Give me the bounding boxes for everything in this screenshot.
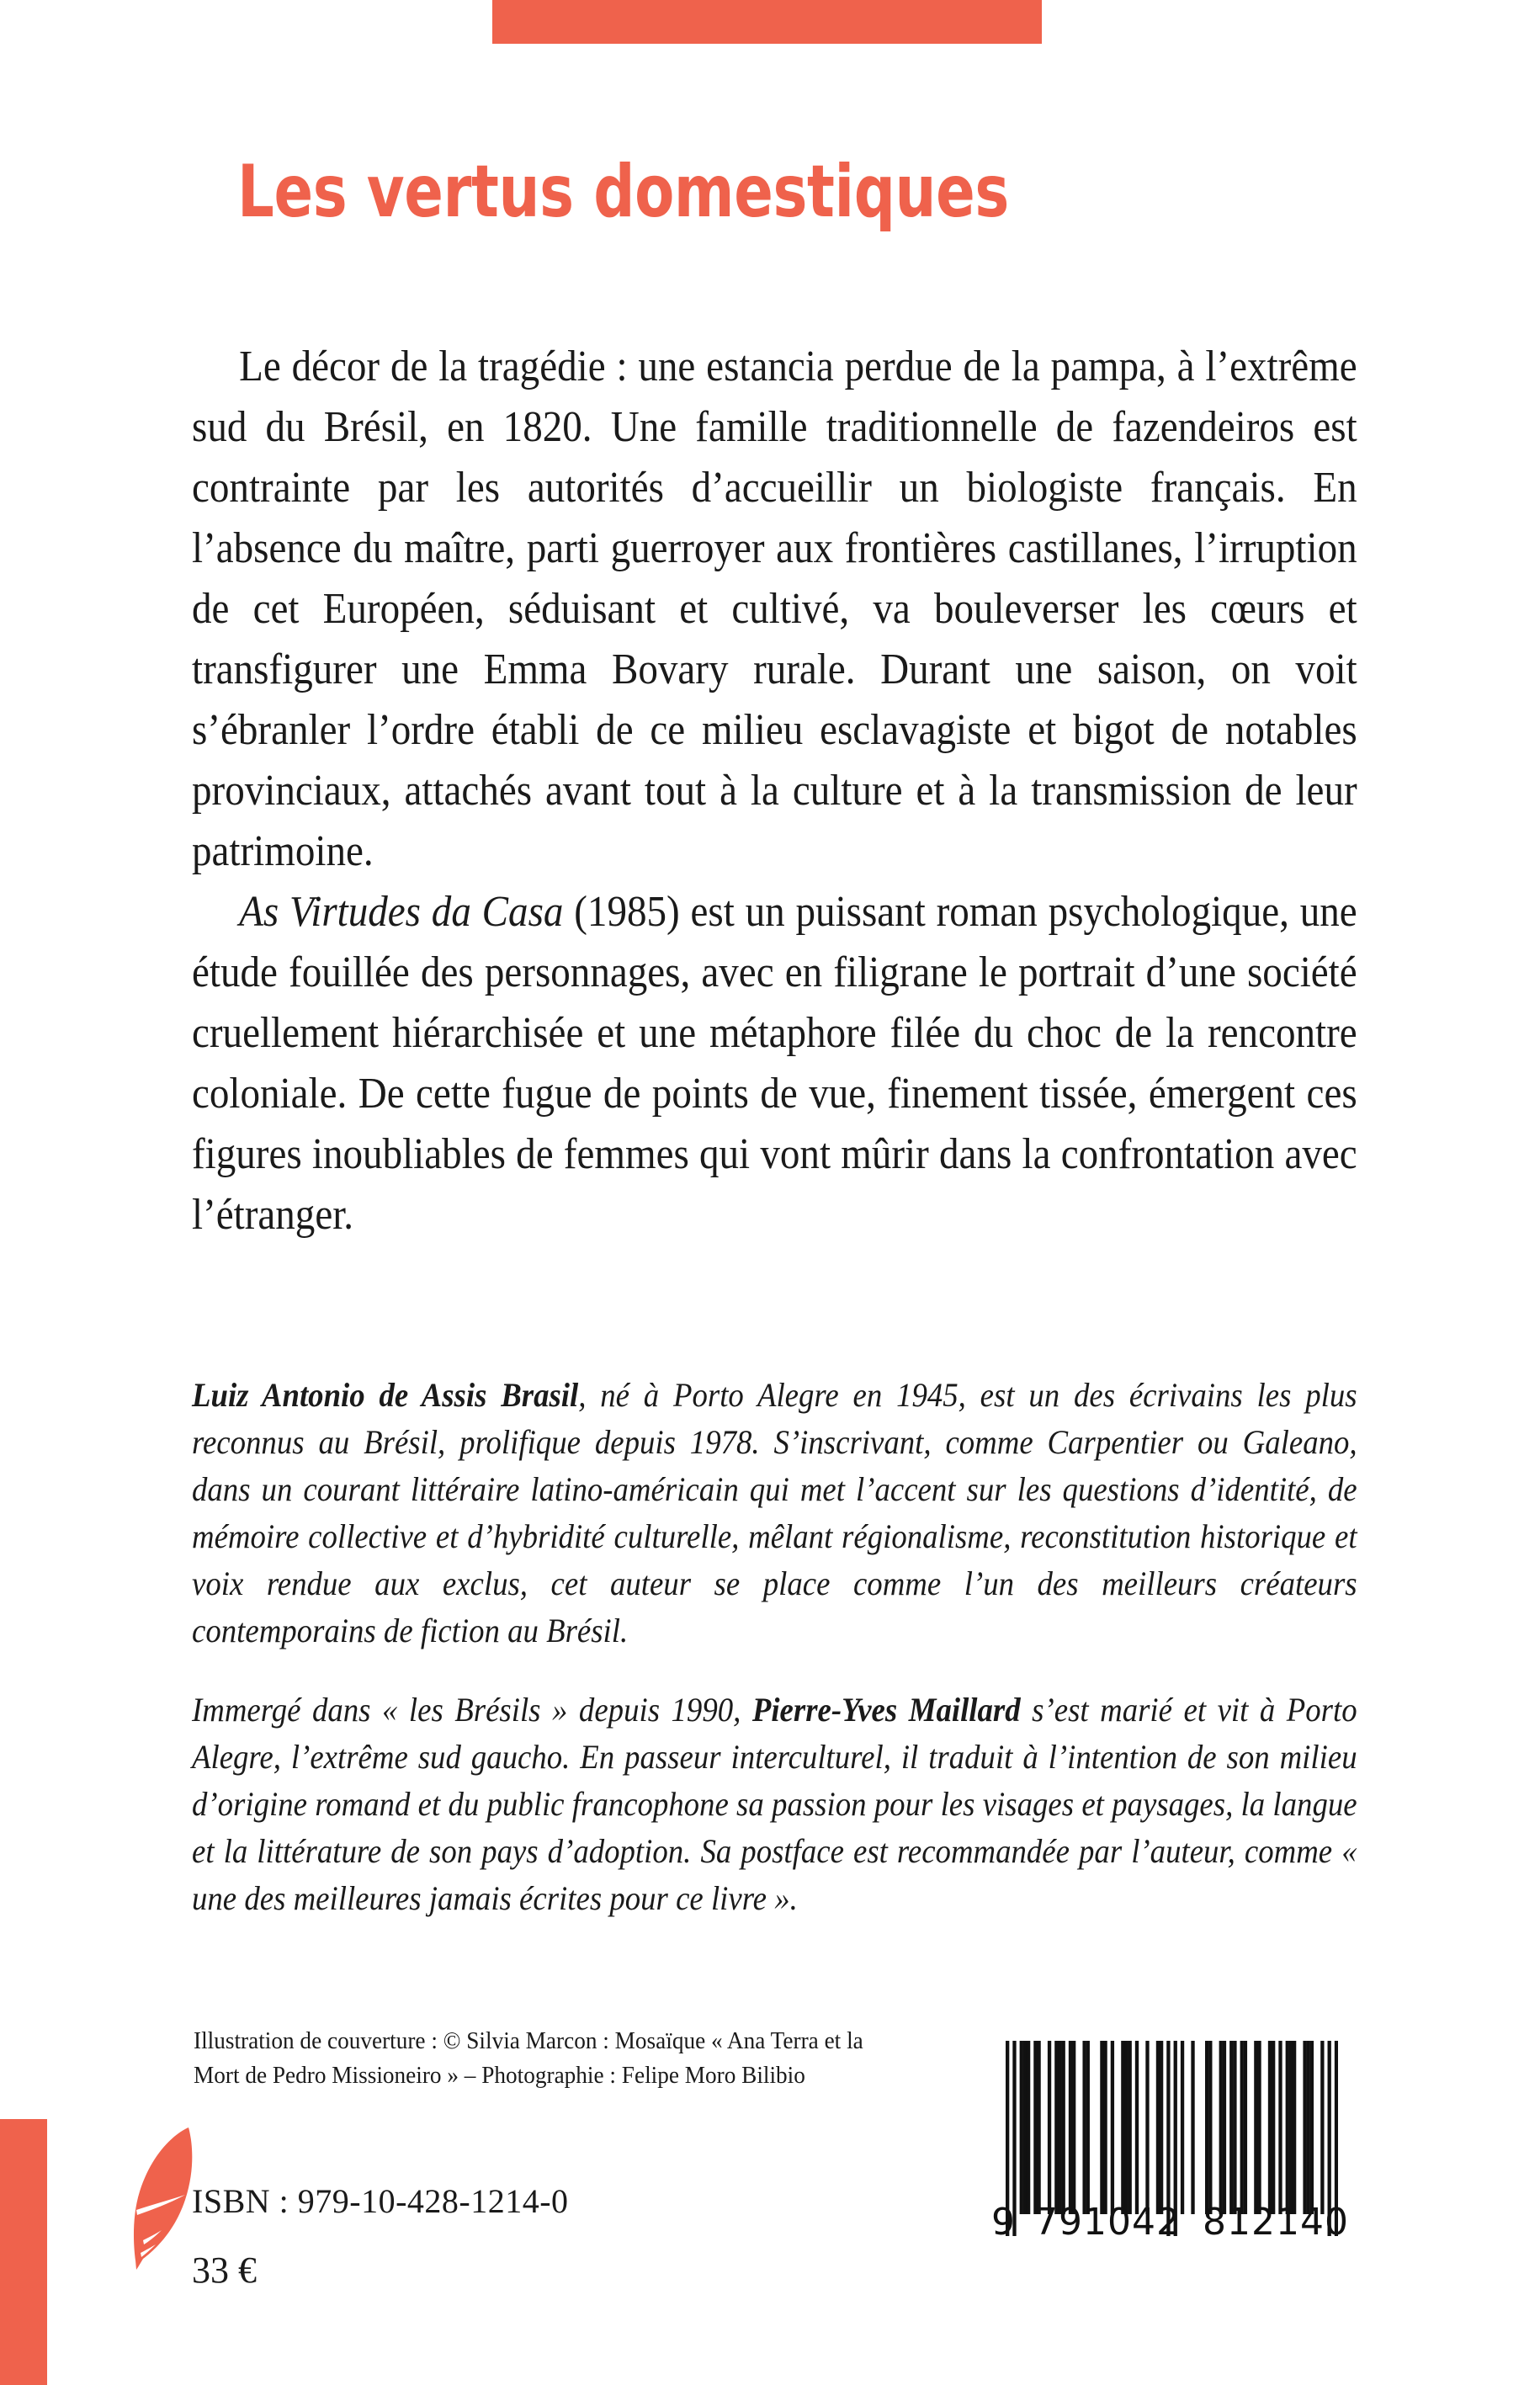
- author-bio: [192, 1372, 1357, 1655]
- feather-quill-logo: [118, 2122, 202, 2274]
- author-name: Luiz Antonio de Assis Brasil: [192, 1376, 579, 1414]
- cover-credits: [194, 2024, 976, 2093]
- price-text: 33 €: [192, 2250, 257, 2291]
- barcode-digit-first: 9: [991, 2201, 1016, 2244]
- left-accent-block: [0, 2119, 47, 2385]
- isbn-text: ISBN : 979-10-428-1214-0: [192, 2182, 569, 2220]
- barcode-digits-group-2: 812140: [1202, 2201, 1349, 2244]
- blurb-paragraph-1: Le décor de la tragédie : une estancia perdue de la pampa, à l’extrême sud du Brésil, en 1820. Une famille traditionnelle de fazendeiros est contrainte par les autorités d’accueillir un biologiste français. En l’absence du maître, parti guerroyer aux frontières castillanes, l’irruption de cet Européen, séduisant et cultivé, va bouleverser les cœurs et transfigurer une Emma Bovary rurale. Durant une saison, on voit s’ébranler l’ordre établi de ce milieu esclavagiste et bigot de notables provinciaux, attachés avant tout à la culture et à la transmission de leur patrimoine.: [192, 343, 1357, 876]
- credits-line-2: Mort de Pedro Missioneiro » – Photographie : Felipe Moro Bilibio: [194, 2062, 805, 2090]
- translator-name: Pierre-Yves Maillard: [751, 1691, 1021, 1729]
- credits-line-1: Illustration de couverture : © Silvia Marcon : Mosaïque « Ana Terra et la: [194, 2027, 863, 2054]
- barcode-digits: [991, 2201, 1353, 2244]
- barcode-digits-group-1: 791042: [1034, 2201, 1181, 2244]
- top-accent-bar: [492, 0, 1042, 44]
- translator-bio-lead: Immergé dans « les Brésils » depuis 1990,: [192, 1691, 752, 1729]
- blurb-paragraph-2: [192, 882, 1357, 1246]
- book-blurb: [192, 337, 1357, 1246]
- translator-bio-text: s’est marié et vit à Porto Alegre, l’extrême sud gaucho. En passeur interculturel, il traduit à l’intention de son milieu d’origine romand et du public francophone sa passion pour les visages et paysages, la langue et la littérature de son pays d’adoption. Sa postface est recommandée par l’auteur, comme « une des meilleures jamais écrites pour ce livre ».: [192, 1691, 1357, 1917]
- blurb-paragraph-2-rest: (1985) est un puissant roman psychologique, une étude fouillée des personnages, avec en filigrane le portrait d’une société cruellement hiérarchisée et une métaphore filée du choc de la rencontre coloniale. De cette fugue de points de vue, finement tissée, émergent ces figures inoubliables de femmes qui vont mûrir dans la confrontation avec l’étranger.: [192, 888, 1357, 1240]
- author-bio-text: , né à Porto Alegre en 1945, est un des écrivains les plus reconnus au Brésil, prolifique depuis 1978. S’inscrivant, comme Carpentier ou Galeano, dans un courant littéraire latino-américain qui met l’accent sur les questions d’identité, de mémoire collective et d’hybridité culturelle, mêlant régionalisme, reconstitution historique et voix rendue aux exclus, cet auteur se place comme l’un des meilleurs créateurs contemporains de fiction au Brésil.: [192, 1376, 1357, 1649]
- book-title: Les vertus domestiques: [237, 150, 1009, 234]
- translator-bio: [192, 1686, 1357, 1922]
- biographies: [192, 1372, 1357, 1954]
- original-work-title: As Virtudes da Casa: [239, 888, 564, 937]
